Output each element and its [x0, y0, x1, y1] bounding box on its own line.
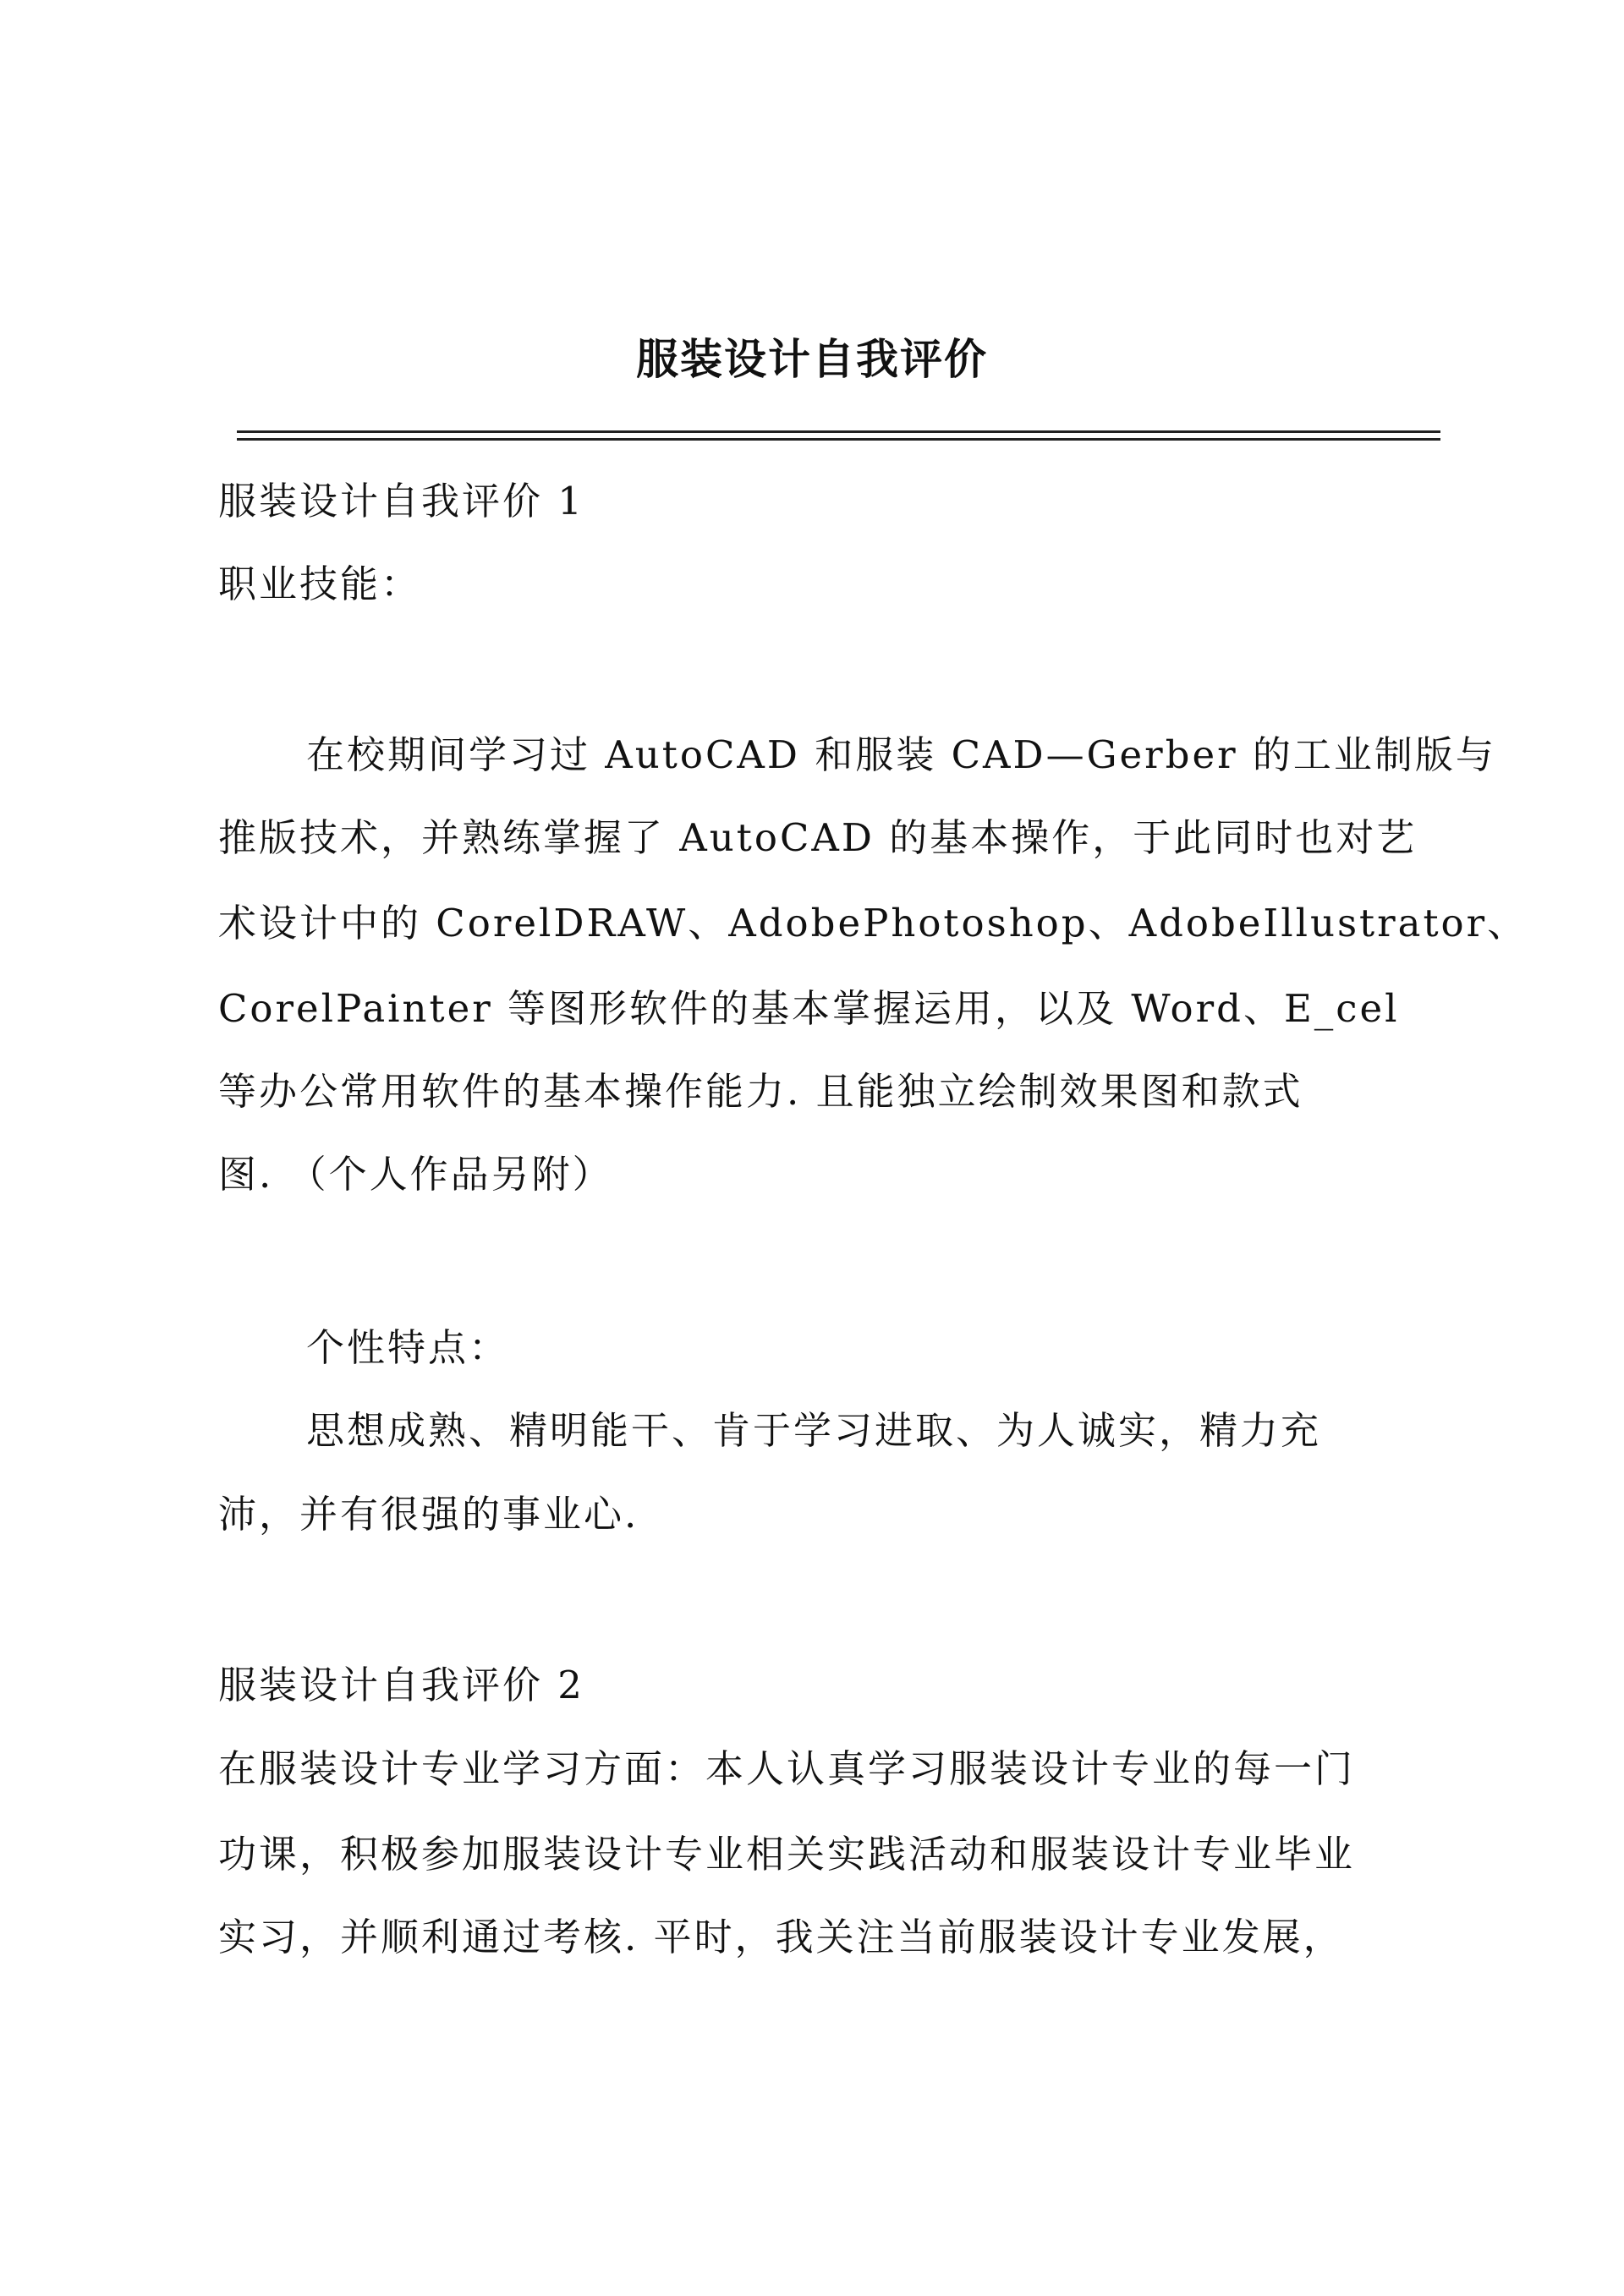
paragraph-line: 术设计中的 CorelDRAW、AdobePhotoshop、AdobeIllustrator、 [218, 901, 1528, 945]
section-2-heading: 服装设计自我评价 2 [218, 1663, 584, 1707]
traits-line: 思想成熟、精明能干、肯于学习进取、为人诚实，精力充 [306, 1408, 1322, 1453]
paragraph-line: 在服装设计专业学习方面：本人认真学习服装设计专业的每一门 [218, 1746, 1356, 1791]
paragraph-line: 图. （个人作品另附） [218, 1152, 613, 1197]
title-divider [237, 430, 1440, 441]
section-1-subheading: 职业技能： [218, 562, 422, 606]
paragraph-line: 功课，积极参加服装设计专业相关实践活动和服装设计专业毕业 [218, 1832, 1356, 1877]
paragraph-line: 在校期间学习过 AutoCAD 和服装 CAD—Gerber 的工业制版与 [306, 732, 1496, 777]
section-1-heading: 服装设计自我评价 1 [218, 479, 584, 523]
traits-line: 沛，并有很强的事业心. [218, 1492, 639, 1537]
page-title: 服装设计自我评价 [636, 334, 988, 384]
traits-heading: 个性特点： [306, 1325, 510, 1370]
paragraph-line: 实习，并顺利通过考核. 平时，我关注当前服装设计专业发展， [218, 1915, 1344, 1959]
paragraph-line: 等办公常用软件的基本操作能力. 且能独立绘制效果图和款式 [218, 1069, 1303, 1114]
paragraph-line: CorelPainter 等图形软件的基本掌握运用，以及 Word、E_cel [218, 986, 1400, 1031]
paragraph-line: 推版技术，并熟练掌握了 AutoCAD 的基本操作，于此同时也对艺 [218, 815, 1418, 860]
